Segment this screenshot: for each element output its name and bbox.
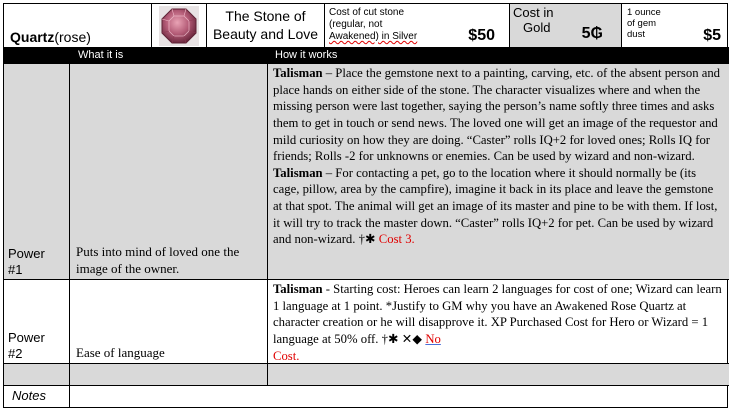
power2-label-cell [4,280,70,364]
gem-image-cell [152,4,207,48]
column-header-bar [4,48,729,64]
power2-cost-a: No [425,331,441,346]
what-it-is-header: What it is [78,49,124,61]
gemstone-table [3,3,728,408]
cost-gold-label-line1: Cost in [513,5,554,20]
stone-title-line2: Beauty and Love [212,25,319,42]
power2-cost-b: Cost. [273,348,300,363]
cost-cut-label-line3: Awakened) in Silver [329,31,418,42]
power2-talisman: Talisman [273,282,323,296]
notes-label: Notes [12,388,46,403]
cost-cut-label-line1: Cost of cut stone [329,7,405,18]
cost-cut-value: $50 [468,26,495,44]
power1-label-cell [4,64,70,280]
ounce-label-line1: 1 ounce [627,7,661,18]
power1-label-line1: Power [8,245,45,261]
gem-dust-cell [622,4,729,48]
power2-label-line1: Power [8,329,45,345]
power1-how-text-a: – Place the gemstone next to a painting, carving, etc. of the absent person and place hands on either side of the stone. The character visualizes where and when the missing person were last together, saying the person’s name softly three times and asks them to get in touch or send news. The loved one will get an image of the requestor and mild curiosity on how they are doing. “Caster” rolls IQ+2 for loved ones; Rolls IQ for friends; Rolls -2 for unknowns or enemies. Can be used by wizard and non-wizard. [273,66,721,164]
ounce-label-line3: dust [627,28,645,40]
power1-talisman-a: Talisman [273,66,323,80]
pink-gemstone-icon [159,6,199,46]
cost-gold-cell [510,4,622,48]
ounce-label-line2: of gem [627,17,657,29]
power1-how-text-b: – For contacting a pet, go to the location where it should normally be (its cage, pillow, area by the campfire), imagine it back in its place and leave the gemstone at that spot. The animal will get an image of its master and pine to be with them. If lost, it will try to track the master down. “Caster” rolls IQ+2 for pet. Can be used by wizard and non-wizard. †✱ [273,165,718,247]
power1-talisman-b: Talisman [273,165,323,180]
stone-title-cell [207,4,325,48]
cost-cut-label-line2: (regular, not [329,19,383,30]
cost-gold-value: 5₲ [581,24,603,42]
power1-cost: Cost 3. [378,232,415,247]
cost-gold-label-line2: Gold [523,19,551,35]
notes-label-cell [4,386,70,407]
stone-name-cell [4,4,152,48]
spacer-cell-3 [268,364,729,386]
power2-how-cell [268,280,729,364]
power1-how-cell [268,64,729,280]
power1-what-text: Puts into mind of loved one the image of the owner. [76,244,240,277]
stone-title-line1: The Stone of [225,8,306,24]
stone-name: Quartz [10,29,55,45]
cost-cut-stone-cell [325,4,510,48]
power2-how-text: - Starting cost: Heroes can learn 2 languages for cost of one; Wizard can learn 1 language at 1 point. *Justify to GM why you have an Awakened Rose Quartz at character creation or he will disapprove it. XP Purchased Cost for Hero or Wizard = 1 language at 50% off. †✱ ✕◆ [273,282,722,346]
power1-label-line2: #1 [8,261,23,277]
how-it-works-header: How it works [275,49,338,61]
spacer-cell-1 [4,364,70,386]
ounce-value: $5 [703,26,721,44]
stone-variant: (rose) [54,29,91,45]
power1-what-cell [70,64,268,280]
notes-value-cell[interactable] [70,386,729,407]
spacer-cell-2 [70,364,268,386]
power2-what-cell [70,280,268,364]
power2-label-line2: #2 [8,345,23,361]
power2-what-text: Ease of language [76,345,165,361]
